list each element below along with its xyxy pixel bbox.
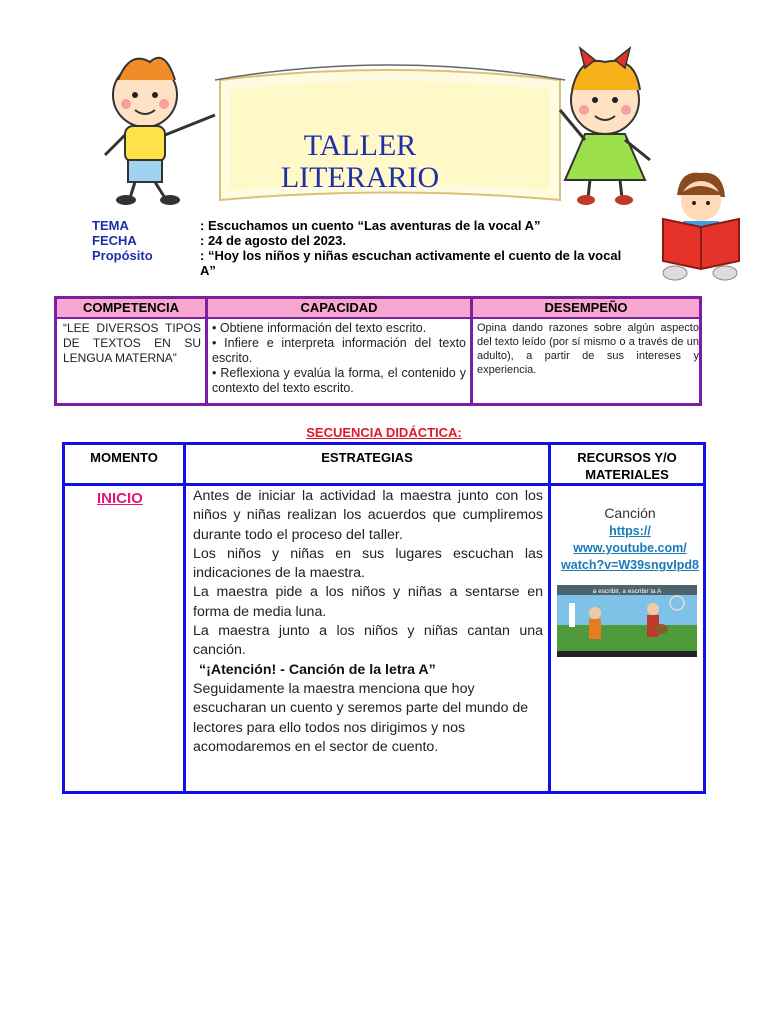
proposito-label: Propósito (92, 248, 153, 263)
boy-cartoon-icon (105, 58, 215, 205)
header-desempeno: DESEMPEÑO (473, 299, 699, 319)
girl-cartoon-icon (560, 48, 650, 205)
title-line-1: TALLER (303, 129, 417, 162)
link-line[interactable]: watch?v=W39sngvIpd8 (561, 558, 699, 572)
link-line[interactable]: www.youtube.com/ (573, 541, 687, 555)
song-title: “¡Atención! - Canción de la letra A” (199, 661, 436, 678)
secuencia-title: SECUENCIA DIDÁCTICA: (306, 425, 462, 440)
page-title (230, 130, 490, 194)
estrategia-paragraph: La maestra junto a los niños y niñas cantan una canción. (193, 623, 543, 659)
fecha-label: FECHA (92, 233, 137, 248)
header-estrategias: ESTRATEGIAS (321, 450, 413, 465)
estrategia-paragraph: Los niños y niñas en sus lugares escuchan las indicaciones de la maestra. (193, 545, 543, 582)
estrategia-paragraph: Antes de iniciar la actividad la maestra junto con los niños y niñas realizan los acuerdos que cumpliremos durante todo el proceso del taller. (193, 488, 543, 543)
capacidad-item: • Infiere e interpreta información del texto escrito. (212, 336, 466, 365)
proposito-value: : “Hoy los niños y niñas escuchan activamente el cuento de la vocal A” (200, 248, 622, 278)
recurso-label: Canción (604, 505, 656, 521)
video-thumbnail[interactable] (557, 585, 697, 657)
capacidad-list (212, 321, 466, 396)
estrategia-paragraph: La maestra pide a los niños y niñas a sentarse en forma de media luna. (193, 584, 543, 620)
video-caption-text: a escribir, a escribir la A (592, 588, 662, 595)
momento-inicio: INICIO (97, 490, 143, 507)
title-line-2: LITERARIO (280, 161, 440, 194)
capacidad-item: • Obtiene información del texto escrito. (212, 321, 427, 335)
fecha-value: : 24 de agosto del 2023. (200, 233, 346, 248)
youtube-link[interactable] (555, 523, 705, 574)
secuencia-table (62, 442, 706, 794)
header-competencia: COMPETENCIA (57, 299, 205, 319)
link-line[interactable]: https:// (609, 524, 651, 538)
competencia-table (54, 296, 702, 406)
header-capacidad: CAPACIDAD (208, 299, 470, 319)
desempeno-text: Opina dando razones sobre algún aspecto del texto leído (por sí mismo o a través de un adulto), a partir de sus intereses y experiencia. (477, 322, 699, 376)
header-recursos: RECURSOS Y/O MATERIALES (577, 450, 677, 482)
estrategia-paragraph: Seguidamente la maestra menciona que hoy escucharan un cuento y seremos parte del mundo de lectores para ello todos nos dirigimos y nos acomodaremos en el sector de cuento. (193, 680, 529, 755)
reading-boy-icon (655, 165, 745, 285)
estrategias-text (193, 487, 543, 757)
capacidad-item: • Reflexiona y evalúa la forma, el contenido y contexto del texto escrito. (212, 366, 466, 395)
competencia-text: “LEE DIVERSOS TIPOS DE TEXTOS EN SU LENGUA MATERNA” (63, 321, 201, 365)
tema-value: : Escuchamos un cuento “Las aventuras de la vocal A” (200, 218, 541, 233)
tema-label: TEMA (92, 218, 129, 233)
header-momento: MOMENTO (90, 450, 158, 465)
